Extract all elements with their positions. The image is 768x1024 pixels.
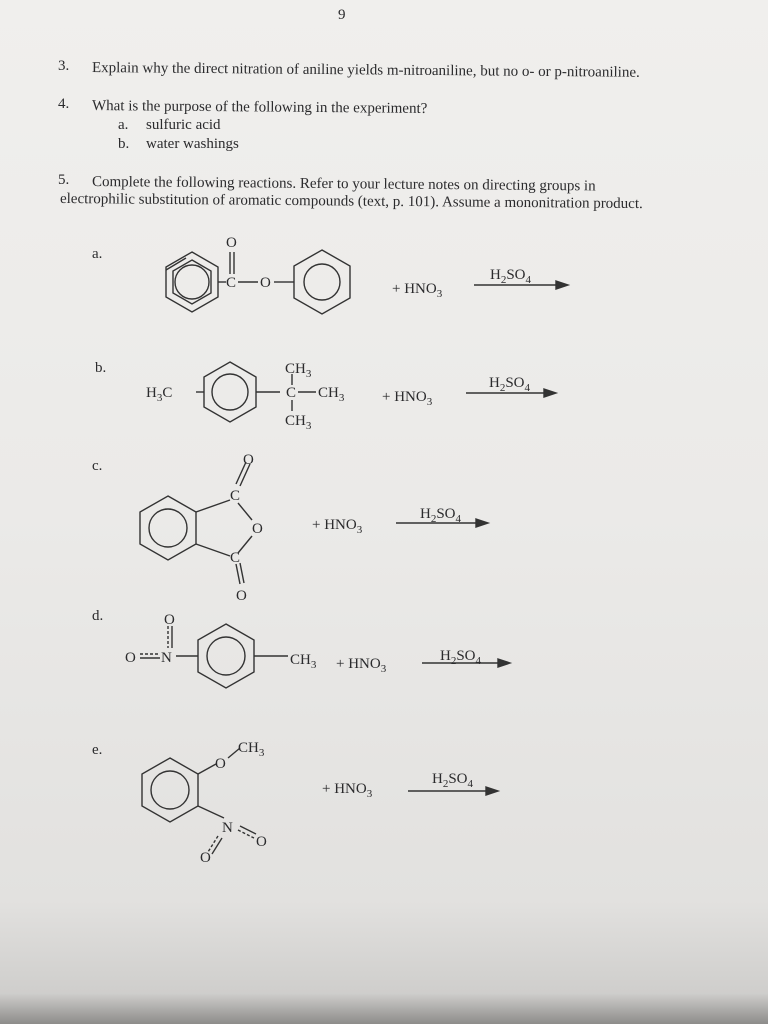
reaction-d-n: N	[161, 650, 172, 666]
reaction-d-o-top: O	[164, 612, 175, 628]
reaction-e-label: e.	[92, 742, 103, 758]
reaction-d-ch3: $CH_3$	[290, 652, 317, 671]
reaction-a-carbonyl-c: C	[226, 275, 237, 291]
reaction-a-hno3: + $HNO_3$	[392, 281, 443, 300]
question-3-text: Explain why the direct nitration of aniline yields m-nitroaniline, but no o- or p-nitroaniline.	[91, 60, 640, 81]
question-5-number: 5.	[58, 172, 70, 188]
reaction-c-hno3: + $HNO_3$	[312, 517, 363, 536]
reaction-d-o-left: O	[125, 650, 136, 666]
reaction-a-carbonyl-o: O	[226, 235, 237, 251]
reaction-e-ch3: $CH_3$	[238, 740, 265, 759]
reaction-d-hno3: + $HNO_3$	[336, 656, 387, 675]
reaction-d-h2so4: $H_2SO_4$	[440, 648, 482, 667]
reaction-e-n: N	[222, 820, 233, 836]
reaction-e-hno3: + $HNO_3$	[322, 781, 373, 800]
reaction-c-c-top: C	[230, 488, 241, 504]
question-5-text: Complete the following reactions. Refer to your lecture notes on directing groups in	[91, 174, 596, 195]
reaction-c-o-bottom: O	[236, 588, 247, 604]
reaction-b-label: b.	[95, 360, 107, 376]
reaction-b-hno3: + $HNO_3$	[382, 389, 433, 408]
reaction-e-o-right: O	[256, 834, 267, 850]
reaction-b-ch3-right: $CH_3$	[318, 385, 345, 404]
reaction-c-h2so4: $H_2SO_4$	[420, 506, 462, 525]
reaction-a-label: a.	[92, 246, 103, 262]
reaction-e-structure	[142, 748, 498, 854]
question-4-number: 4.	[58, 96, 70, 112]
reaction-a-h2so4: $H_2SO_4$	[490, 267, 532, 286]
question-4b-label: b.	[118, 136, 130, 152]
reaction-c-c-bottom: C	[230, 550, 241, 566]
reaction-d-label: d.	[92, 608, 104, 624]
reaction-c-o-ring: O	[252, 521, 263, 537]
reaction-c-o-top: O	[243, 452, 254, 468]
page-number: 9	[338, 7, 346, 23]
reaction-e-h2so4: $H_2SO_4$	[432, 771, 474, 790]
reaction-b-quaternary-c: C	[286, 385, 297, 401]
reaction-b-h3c: $H_3C$	[146, 385, 173, 404]
reaction-b-h2so4: $H_2SO_4$	[489, 375, 531, 394]
question-5-text-line2: electrophilic substitution of aromatic compounds (text, p. 101). Assume a mononitration product.	[59, 191, 643, 213]
reaction-a-ester-o: O	[260, 275, 271, 291]
question-4a-label: a.	[118, 117, 129, 133]
question-4a-text: sulfuric acid	[146, 117, 221, 133]
reaction-c-label: c.	[92, 458, 103, 474]
question-3-number: 3.	[58, 58, 70, 74]
reaction-e-o-methoxy: O	[215, 756, 226, 772]
reaction-b-ch3-bottom: $CH_3$	[285, 413, 312, 432]
question-4b-text: water washings	[146, 136, 239, 152]
reaction-e-o-bottom: O	[200, 850, 211, 866]
reaction-b-ch3-top: $CH_3$	[285, 361, 312, 380]
question-4-text: What is the purpose of the following in the experiment?	[91, 98, 428, 117]
